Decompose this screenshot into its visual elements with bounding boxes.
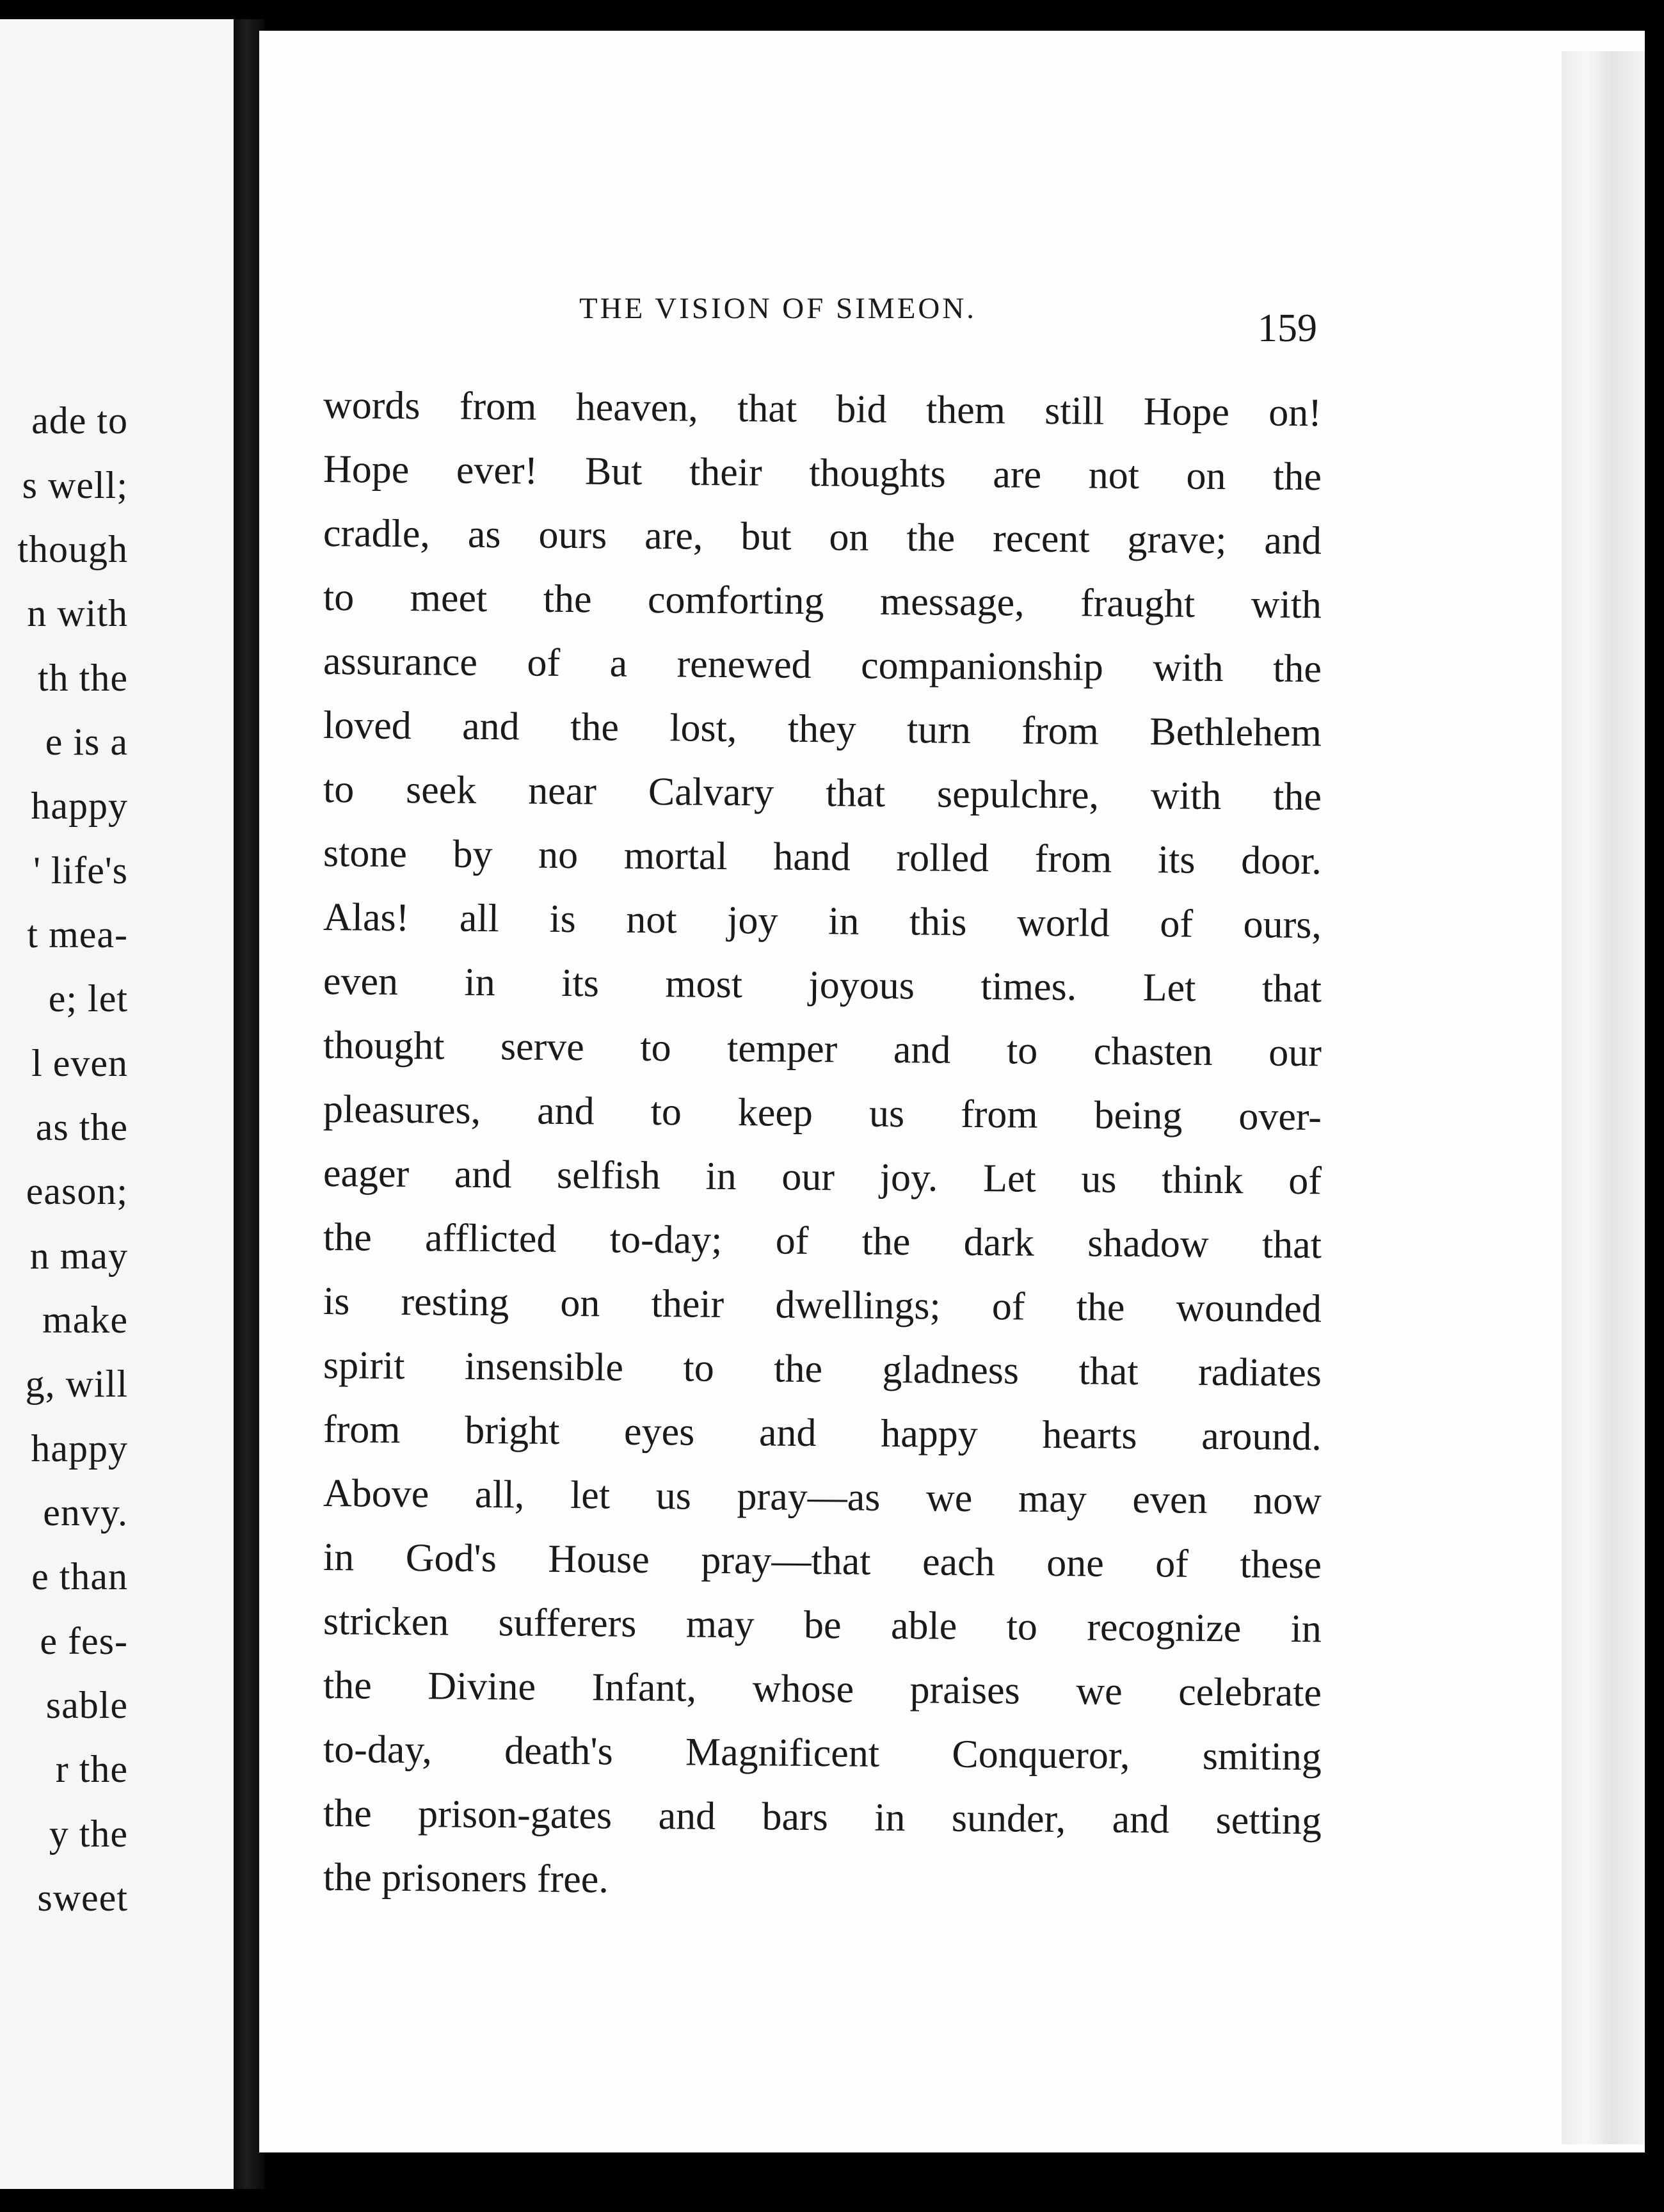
left-page-line: e; let [48,977,128,1020]
left-page-line: sweet [37,1877,128,1919]
left-page-line: eason; [26,1170,128,1212]
left-page-line: l even [31,1042,128,1084]
left-page-line: r the [55,1748,128,1790]
body-line: stricken sufferers may be able to recognize in [323,1599,1322,1651]
body-line: thought serve to temper and to chasten our [323,1023,1322,1075]
page-number: 159 [1258,307,1317,350]
body-line: words from heaven, that bid them still Hope on! [323,383,1322,435]
left-page-line: th the [38,657,128,699]
body-line: eager and selfish in our joy. Let us think of [323,1151,1322,1203]
body-line: even in its most joyous times. Let that [323,959,1322,1011]
left-page-line: envy. [43,1491,128,1534]
body-line: stone by no mortal hand rolled from its door. [323,831,1322,883]
left-page-line: y the [49,1813,128,1855]
body-line: assurance of a renewed companionship with the [323,639,1322,691]
body-line: the afflicted to-day; of the dark shadow that [323,1215,1322,1267]
left-page-line: make [42,1299,128,1341]
body-line: Hope ever! But their thoughts are not on the [323,447,1322,499]
left-page-line: happy [31,785,128,827]
body-line: Above all, let us pray—as we may even now [323,1471,1322,1523]
left-page-line: ade to [31,399,128,442]
left-page-line: e is a [45,721,128,763]
left-page-line: g, will [25,1363,128,1405]
body-line: is resting on their dwellings; of the wounded [323,1279,1322,1331]
page-edges [1562,51,1645,2144]
body-line: the prisoners free. [323,1855,609,1902]
body-line: Alas! all is not joy in this world of ours, [323,895,1322,947]
left-page-line: though [17,528,128,570]
left-page-line: e than [31,1555,128,1598]
body-line: to meet the comforting message, fraught with [323,575,1322,627]
body-line: to-day, death's Magnificent Conqueror, smiting [323,1727,1322,1779]
left-page-line: happy [31,1427,128,1470]
left-page-line: sable [45,1684,128,1726]
body-line: the prison-gates and bars in sunder, and setting [323,1791,1322,1843]
body-line: spirit insensible to the gladness that radiates [323,1343,1322,1395]
left-page-line: n may [29,1235,128,1277]
left-page-line: t mea- [27,913,128,956]
body-line: the Divine Infant, whose praises we celebrate [323,1663,1322,1715]
body-line: from bright eyes and happy hearts around. [323,1407,1322,1459]
body-line: to seek near Calvary that sepulchre, with the [323,767,1322,819]
body-line: loved and the lost, they turn from Bethlehem [323,703,1322,755]
left-page-line: ' life's [33,849,128,892]
left-page-line: as the [35,1106,128,1148]
body-line: cradle, as ours are, but on the recent grave; and [323,511,1322,563]
left-page-line: n with [27,592,128,634]
running-head: THE VISION OF SIMEON. [579,292,977,325]
body-line: pleasures, and to keep us from being over- [323,1087,1322,1139]
left-page [0,19,234,2189]
left-page-line: s well; [22,464,128,506]
body-line: in God's House pray—that each one of these [323,1535,1322,1587]
left-page-line: e fes- [40,1620,128,1662]
